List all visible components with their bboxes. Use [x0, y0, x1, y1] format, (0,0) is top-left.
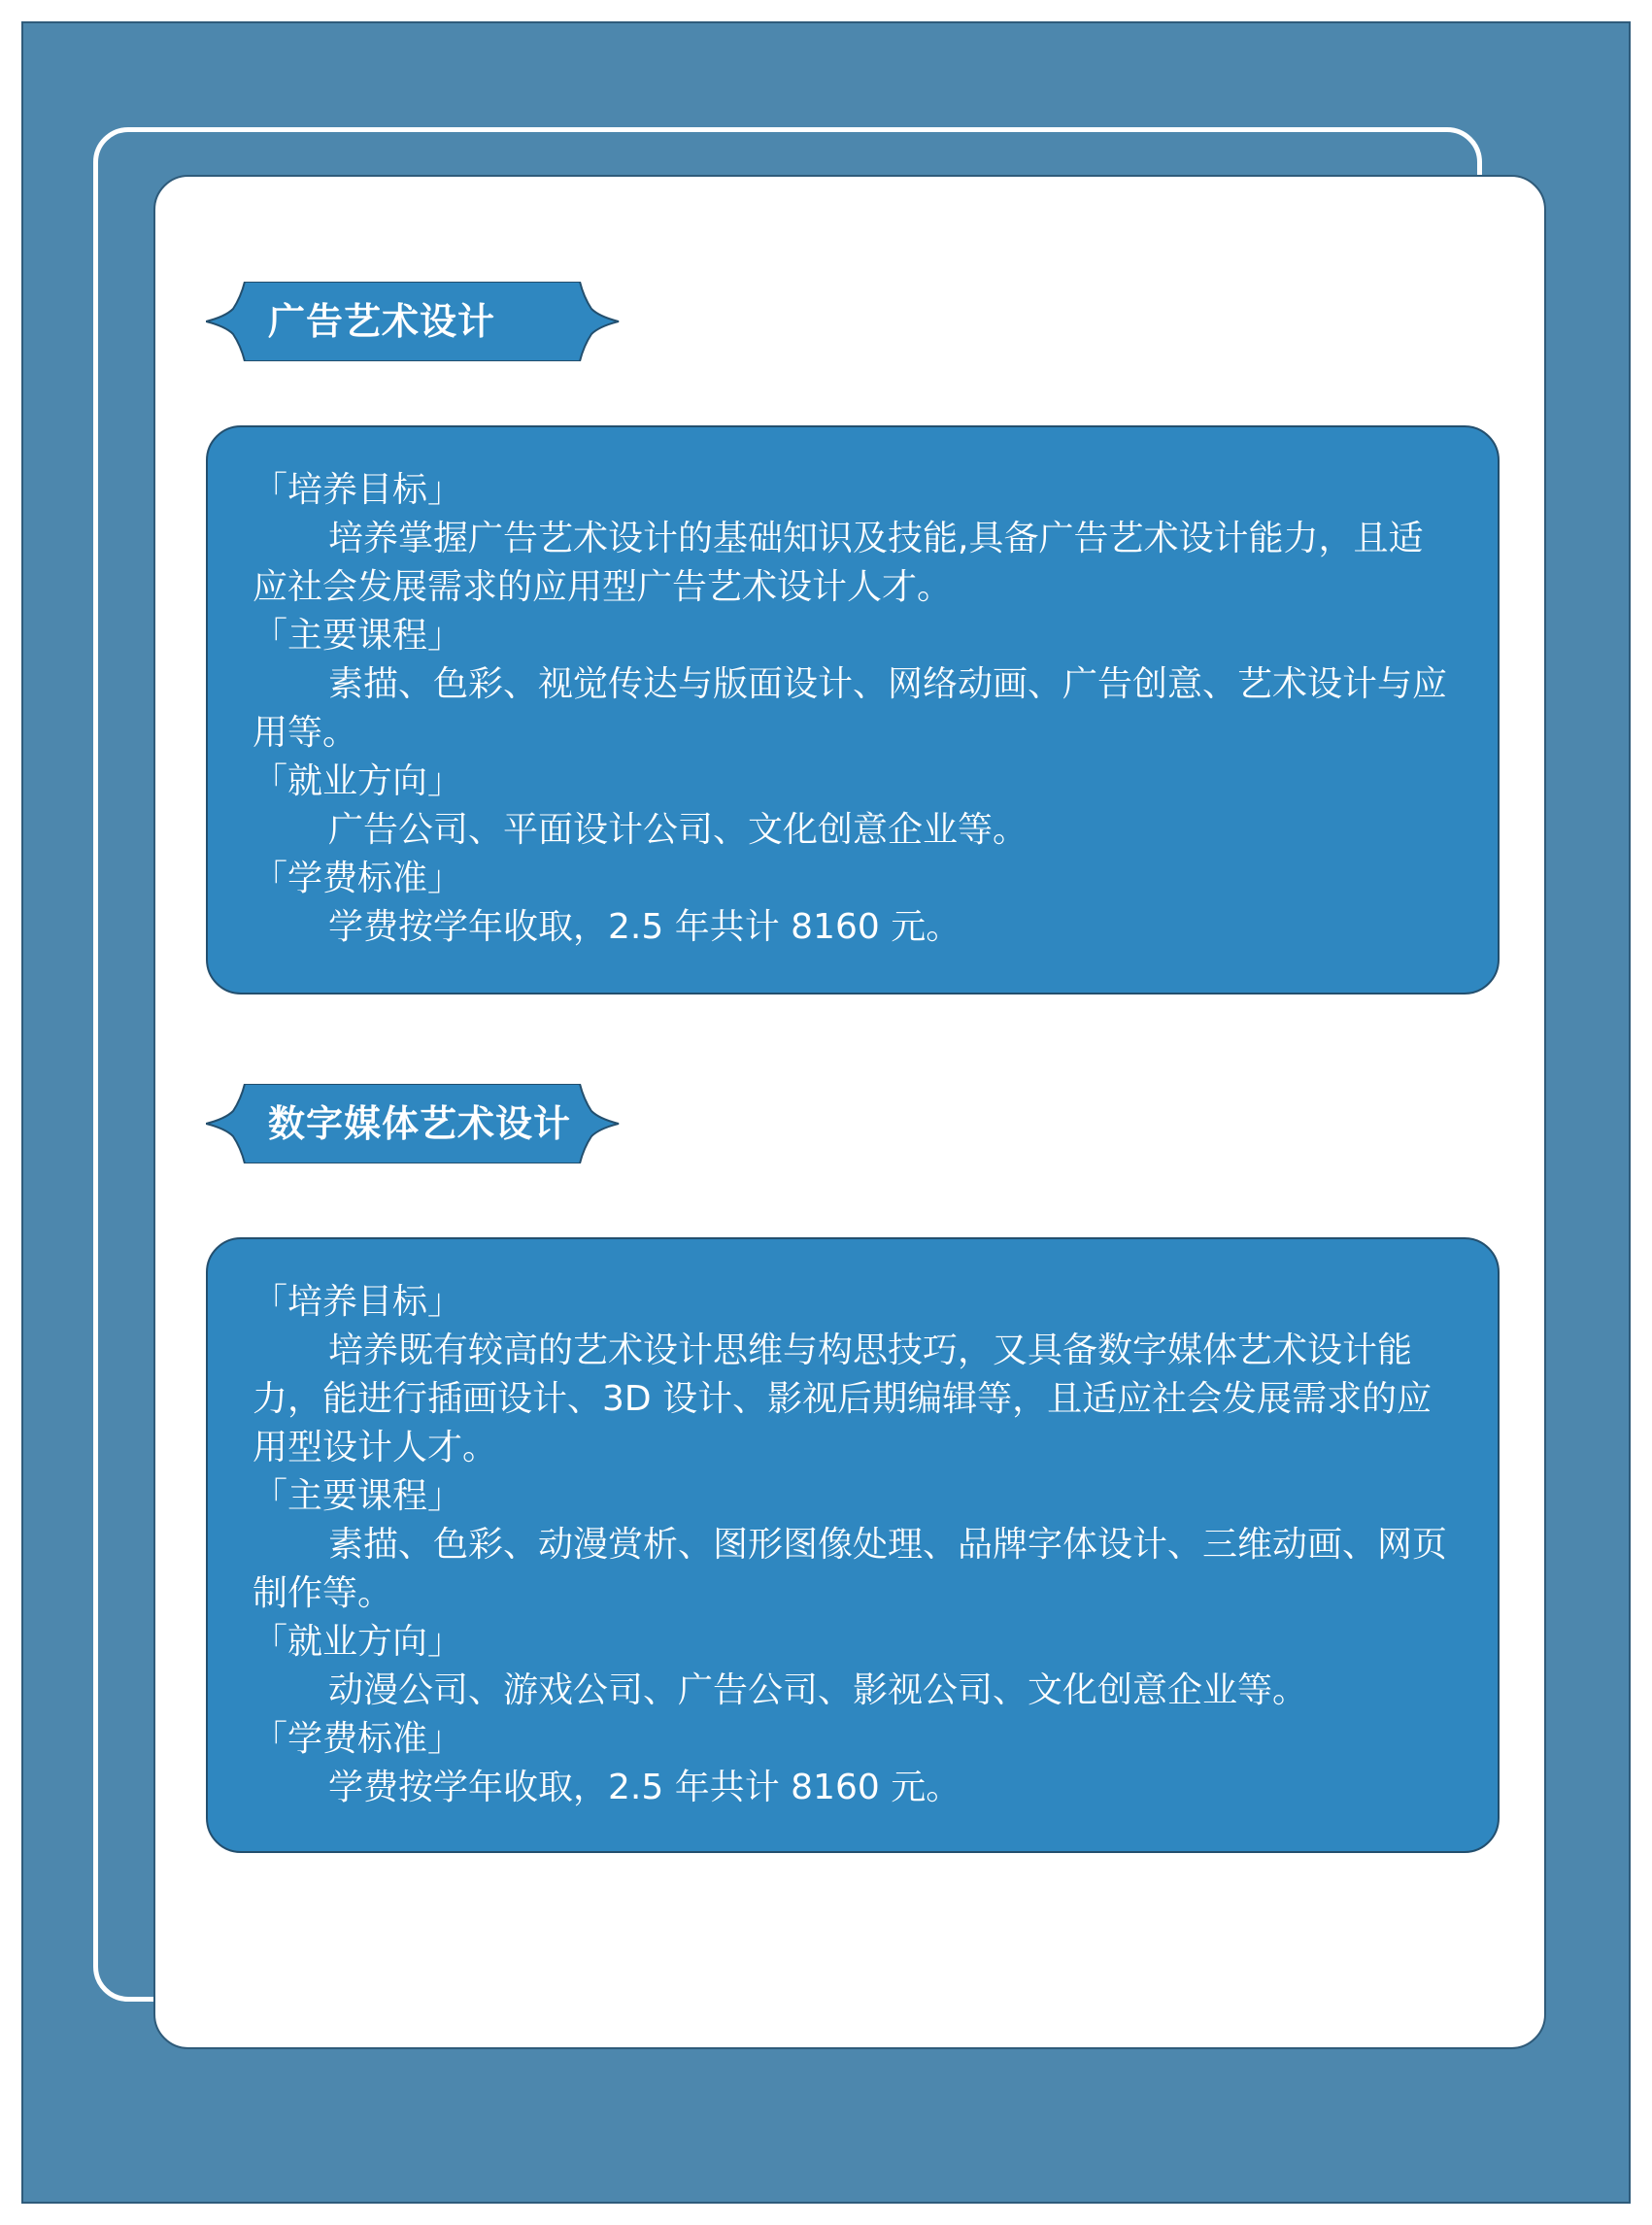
item-text: 素描、色彩、视觉传达与版面设计、网络动画、广告创意、艺术设计与应用等。 — [253, 664, 1448, 753]
section-title: 广告艺术设计 — [268, 300, 496, 343]
item-heading: 「学费标准」 — [253, 859, 463, 898]
section-title-tag-advertising — [206, 282, 495, 361]
item-text: 培养既有较高的艺术设计思维与构思技巧，又具备数字媒体艺术设计能力，能进行插画设计、3D 设计、影视后期编辑等，且适应社会发展需求的应用型设计人才。 — [253, 1331, 1433, 1467]
item-text: 学费按学年收取，2.5 年共计 8160 元。 — [328, 907, 961, 947]
item-heading: 「学费标准」 — [253, 1719, 463, 1759]
item-heading: 「主要课程」 — [253, 616, 463, 656]
item-heading: 「就业方向」 — [253, 761, 463, 801]
item-text: 素描、色彩、动漫赏析、图形图像处理、品牌字体设计、三维动画、网页制作等。 — [253, 1525, 1448, 1613]
item-heading: 「培养目标」 — [253, 470, 463, 510]
section-title: 数字媒体艺术设计 — [268, 1102, 572, 1145]
item-text: 培养掌握广告艺术设计的基础知识及技能,具备广告艺术设计能力，且适应社会发展需求的应用型广告艺术设计人才。 — [253, 519, 1424, 607]
item-heading: 「主要课程」 — [253, 1476, 463, 1516]
item-text: 动漫公司、游戏公司、广告公司、影视公司、文化创意企业等。 — [328, 1670, 1308, 1710]
item-heading: 「就业方向」 — [253, 1622, 463, 1662]
item-heading: 「培养目标」 — [253, 1282, 463, 1322]
info-box-digital-media — [206, 1237, 1500, 1853]
item-text: 广告公司、平面设计公司、文化创意企业等。 — [328, 810, 1028, 850]
info-box-advertising — [206, 425, 1500, 995]
item-text: 学费按学年收取，2.5 年共计 8160 元。 — [328, 1768, 961, 1807]
section-title-tag-digital-media — [206, 1084, 571, 1163]
